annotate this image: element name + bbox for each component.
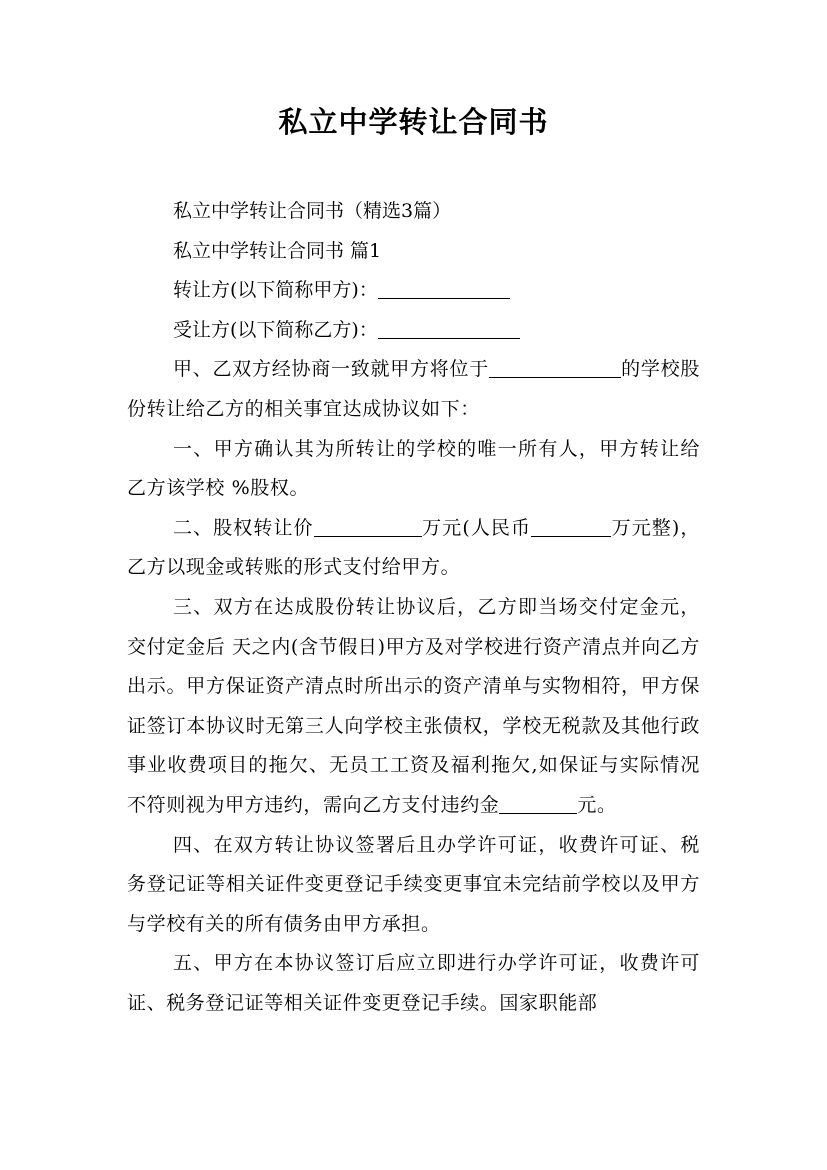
transferor-blank	[378, 278, 510, 299]
location-blank	[489, 357, 621, 378]
clause-4: 四、在双方转让协议签署后且办学许可证，收费许可证、税务登记证等相关证件变更登记手续变更事宜未完结前学校以及甲方与学校有关的所有债务由甲方承担。	[127, 833, 700, 935]
penalty-blank	[499, 793, 577, 814]
clause-2-text-2: 万元(人民币	[421, 516, 532, 539]
document-subtitle: 私立中学转让合同书（精选3篇）	[173, 200, 452, 222]
section-heading: 私立中学转让合同书 篇1	[173, 239, 382, 262]
document-body	[127, 192, 700, 1023]
transferor-label: 转让方(以下简称甲方)：	[173, 279, 378, 302]
intro-paragraph	[127, 350, 700, 429]
clause-1: 一、甲方确认其为所转让的学校的唯一所有人，甲方转让给乙方该学校 %股权。	[127, 437, 700, 500]
transferee-blank	[378, 318, 520, 339]
document-title: 私立中学转让合同书	[278, 105, 549, 139]
transferor-line	[127, 271, 700, 311]
clause-3	[127, 588, 700, 826]
clause-2	[127, 509, 700, 588]
rmb-blank	[531, 516, 611, 537]
clause-2-text-3: 万元整)，乙方以现金或转账的形式支付给甲方。	[127, 516, 701, 579]
price-blank	[314, 516, 422, 537]
clause-2-text-1: 二、股权转让价	[173, 516, 314, 539]
clause-3-text-1: 三、双方在达成股份转让协议后，乙方即当场交付定金元，交付定金后 天之内(含节假日)甲方及对学校进行资产清点并向乙方出示。甲方保证资产清点时所出示的资产清单与实物相符，甲方保证签订本协议时无第三人向学校主张债权，学校无税款及其他行政事业收费项目的拖欠、无员工工资及福利拖欠,如保证与实际情况不符则视为甲方违约，需向乙方支付违约金	[127, 595, 700, 816]
transferee-label: 受让方(以下简称乙方)：	[173, 318, 378, 341]
intro-text-2: 的学校股份转让给乙方的相关事宜达成协议如下：	[127, 358, 700, 420]
intro-text-1: 甲、乙双方经协商一致就甲方将位于	[173, 358, 489, 381]
clause-5: 五、甲方在本协议签订后应立即进行办学许可证，收费许可证、税务登记证等相关证件变更登记手续。国家职能部	[127, 952, 700, 1014]
transferee-line	[127, 311, 700, 351]
clause-3-text-2: 元。	[577, 793, 617, 816]
